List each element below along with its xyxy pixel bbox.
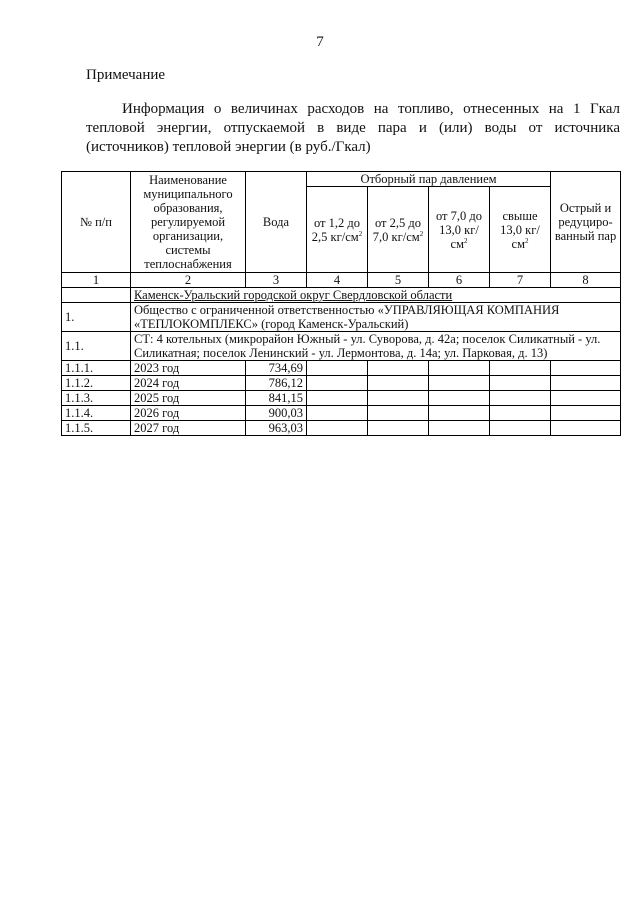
empty-cell	[307, 376, 368, 391]
row-water: 900,03	[246, 406, 307, 421]
empty-cell	[429, 361, 490, 376]
row-water: 963,03	[246, 421, 307, 436]
empty-cell	[429, 391, 490, 406]
header-steam-2-text: от 2,5 до 7,0 кг/см	[372, 215, 422, 244]
empty-cell	[551, 376, 621, 391]
row-year: 2024 год	[131, 376, 246, 391]
row-water: 786,12	[246, 376, 307, 391]
row-num: 1.1.3.	[62, 391, 131, 406]
empty-cell	[368, 421, 429, 436]
header-name: Наименование муниципального образования, регулируемой организации, системы теплоснабжения	[131, 172, 246, 273]
col-number: 8	[551, 273, 621, 288]
empty-cell	[368, 391, 429, 406]
header-live-steam: Острый и редуциро-ванный пар	[551, 172, 621, 273]
table-row	[62, 361, 621, 376]
empty-cell	[429, 376, 490, 391]
empty-cell	[368, 406, 429, 421]
row-num: 1.1.5.	[62, 421, 131, 436]
col-number: 5	[368, 273, 429, 288]
empty-cell	[551, 361, 621, 376]
row-year: 2027 год	[131, 421, 246, 436]
header-num: № п/п	[62, 172, 131, 273]
row-year: 2026 год	[131, 406, 246, 421]
header-steam-4-text: свыше 13,0 кг/см	[500, 208, 540, 251]
header-steam-2	[368, 187, 429, 273]
org-num: 1.	[62, 303, 131, 332]
table-row	[62, 406, 621, 421]
header-steam-group: Отборный пар давлением	[307, 172, 551, 187]
row-num: 1.1.2.	[62, 376, 131, 391]
row-year: 2025 год	[131, 391, 246, 406]
row-num: 1.1.4.	[62, 406, 131, 421]
superscript: 2	[419, 229, 424, 238]
row-year: 2023 год	[131, 361, 246, 376]
empty-cell	[307, 391, 368, 406]
system-name: СТ: 4 котельных (микрорайон Южный - ул. Суворова, д. 42а; поселок Силикатный - ул. Силикатная; поселок Ленинский - ул. Лермонтова, д. 14а; ул. Парковая, д. 13)	[131, 332, 621, 361]
row-water: 734,69	[246, 361, 307, 376]
empty-cell	[490, 406, 551, 421]
fuel-cost-table	[61, 171, 621, 436]
col-number: 1	[62, 273, 131, 288]
org-name: Общество с ограниченной ответственностью «УПРАВЛЯЮЩАЯ КОМПАНИЯ «ТЕПЛОКОМПЛЕКС» (город Каменск-Уральский)	[131, 303, 621, 332]
empty-cell	[368, 361, 429, 376]
superscript: 2	[463, 236, 468, 245]
col-number: 4	[307, 273, 368, 288]
empty-cell	[490, 421, 551, 436]
empty-cell	[490, 376, 551, 391]
info-paragraph: Информация о величинах расходов на топливо, отнесенных на 1 Гкал тепловой энергии, отпускаемой в виде пара и (или) воды от источника (источников) тепловой энергии (в руб./Гкал)	[86, 101, 620, 155]
empty-cell	[429, 406, 490, 421]
empty-cell	[490, 391, 551, 406]
row-num: 1.1.1.	[62, 361, 131, 376]
region-title: Каменск-Уральский городской округ Свердловской области	[131, 288, 621, 303]
col-number: 6	[429, 273, 490, 288]
empty-cell	[551, 406, 621, 421]
empty-cell	[551, 391, 621, 406]
header-steam-1-text: от 1,2 до 2,5 кг/см	[311, 215, 361, 244]
empty-cell	[368, 376, 429, 391]
empty-cell	[62, 288, 131, 303]
empty-cell	[490, 361, 551, 376]
system-num: 1.1.	[62, 332, 131, 361]
col-number: 3	[246, 273, 307, 288]
page-number: 7	[316, 34, 324, 50]
table-row	[62, 376, 621, 391]
superscript: 2	[524, 236, 529, 245]
column-number-row	[62, 273, 621, 288]
header-steam-3-text: от 7,0 до 13,0 кг/см	[435, 208, 483, 251]
header-steam-1	[307, 187, 368, 273]
col-number: 7	[490, 273, 551, 288]
note-heading: Примечание	[86, 67, 166, 83]
table-row	[62, 391, 621, 406]
table-row	[62, 421, 621, 436]
header-steam-3	[429, 187, 490, 273]
superscript: 2	[358, 229, 363, 238]
row-water: 841,15	[246, 391, 307, 406]
empty-cell	[307, 361, 368, 376]
header-steam-4	[490, 187, 551, 273]
col-number: 2	[131, 273, 246, 288]
empty-cell	[307, 421, 368, 436]
empty-cell	[429, 421, 490, 436]
header-water: Вода	[246, 172, 307, 273]
empty-cell	[551, 421, 621, 436]
empty-cell	[307, 406, 368, 421]
